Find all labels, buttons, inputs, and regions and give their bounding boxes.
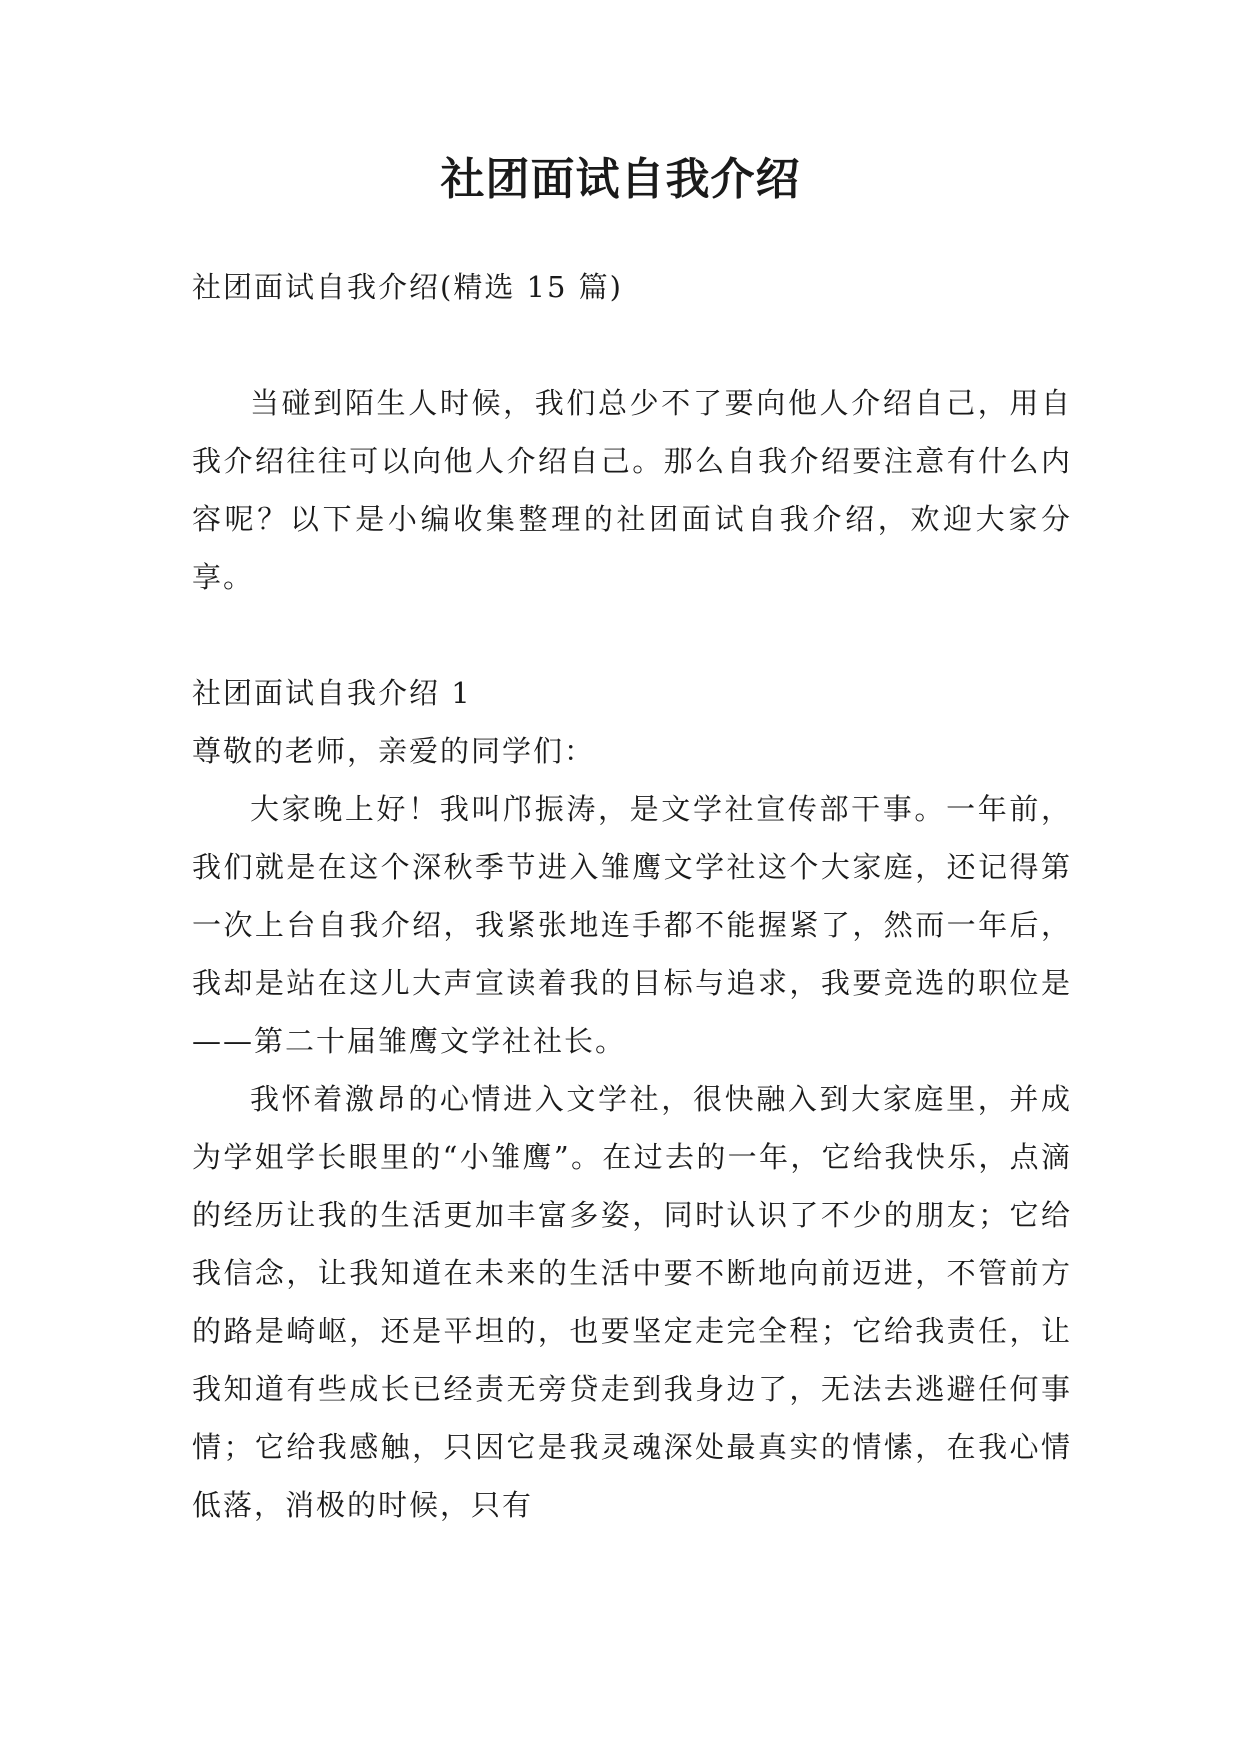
- intro-paragraph: 当碰到陌生人时候，我们总少不了要向他人介绍自己，用自我介绍往往可以向他人介绍自己。那么自我介绍要注意有什么内容呢？以下是小编收集整理的社团面试自我介绍，欢迎大家分享。: [192, 386, 1072, 594]
- greeting-line: 尊敬的老师，亲爱的同学们：: [192, 734, 596, 768]
- document-subtitle: 社团面试自我介绍(精选 15 篇): [192, 270, 623, 304]
- section-heading: 社团面试自我介绍 1: [192, 676, 472, 710]
- document-body: [192, 258, 1072, 1534]
- body-paragraph: 大家晚上好！我叫邝振涛，是文学社宣传部干事。一年前，我们就是在这个深秋季节进入雏鹰文学社这个大家庭，还记得第一次上台自我介绍，我紧张地连手都不能握紧了，然而一年后，我却是站在这儿大声宣读着我的目标与追求，我要竞选的职位是——第二十届雏鹰文学社社长。: [192, 792, 1072, 1058]
- document-title: 社团面试自我介绍: [440, 154, 801, 205]
- body-paragraph: 我怀着激昂的心情进入文学社，很快融入到大家庭里，并成为学姐学长眼里的“小雏鹰”。在过去的一年，它给我快乐，点滴的经历让我的生活更加丰富多姿，同时认识了不少的朋友；它给我信念，让我知道在未来的生活中要不断地向前迈进，不管前方的路是崎岖，还是平坦的，也要坚定走完全程；它给我责任，让我知道有些成长已经责无旁贷走到我身边了，无法去逃避任何事情；它给我感触，只因它是我灵魂深处最真实的情愫，在我心情低落，消极的时候，只有: [192, 1082, 1072, 1522]
